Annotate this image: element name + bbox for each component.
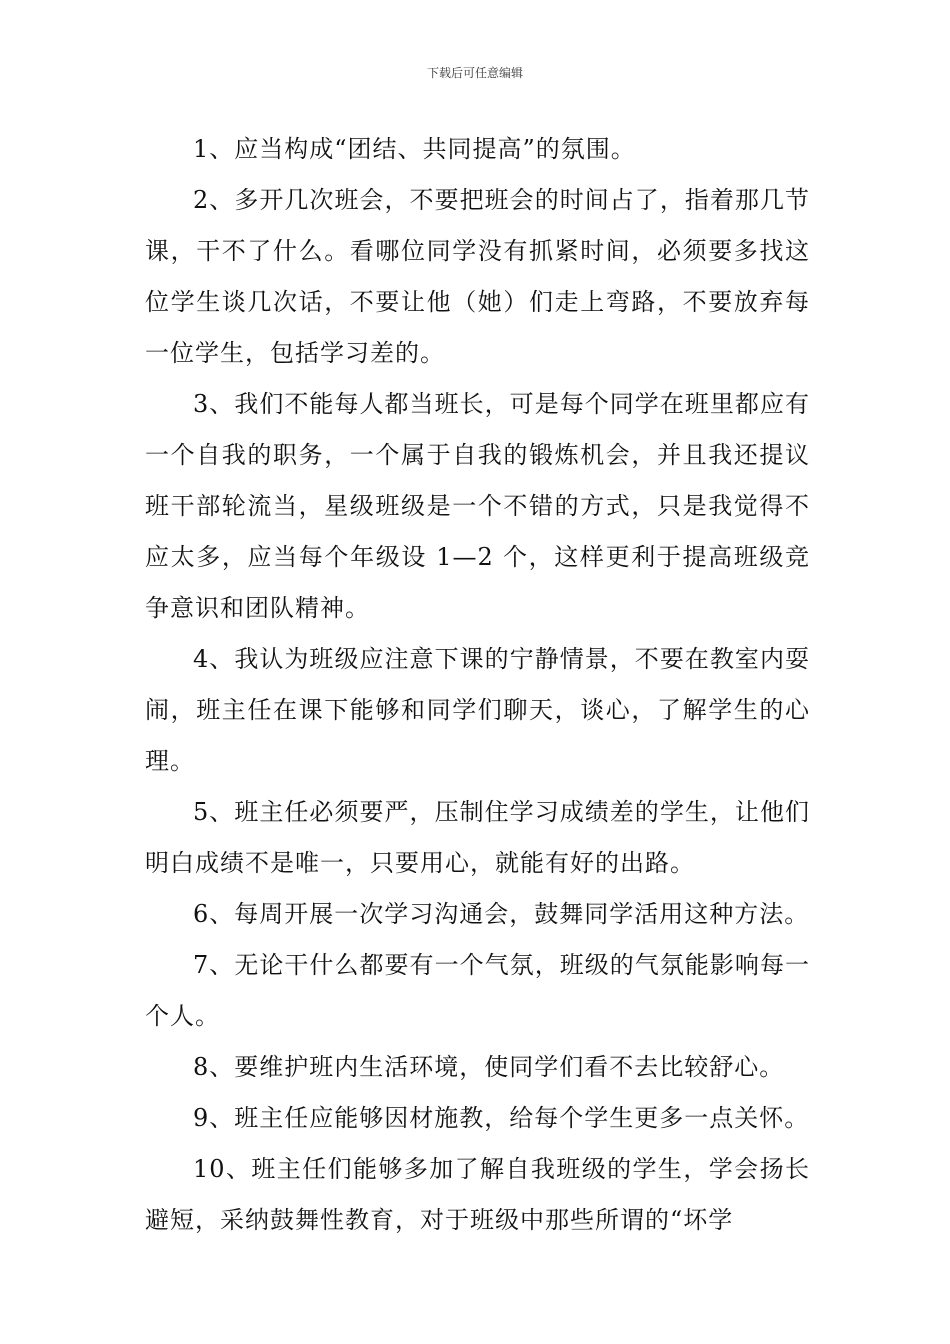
paragraph-2: 2、多开几次班会，不要把班会的时间占了，指着那几节课，干不了什么。看哪位同学没有抓紧时间，必须要多找这位学生谈几次话，不要让他（她）们走上弯路，不要放弃每一位学生，包括学习差的。 (145, 186, 810, 367)
page-header: 下载后可任意编辑 (426, 66, 523, 80)
paragraph-4: 4、我认为班级应注意下课的宁静情景，不要在教室内耍闹，班主任在课下能够和同学们聊天，谈心，了解学生的心理。 (145, 645, 810, 775)
paragraph-9: 9、班主任应能够因材施教，给每个学生更多一点关怀。 (193, 1104, 810, 1132)
paragraph-3: 3、我们不能每人都当班长，可是每个同学在班里都应有一个自我的职务，一个属于自我的锻炼机会，并且我还提议班干部轮流当，星级班级是一个不错的方式，只是我觉得不应太多，应当每个年级设 1—2 个，这样更利于提高班级竞争意识和团队精神。 (145, 390, 810, 622)
paragraph-8: 8、要维护班内生活环境，使同学们看不去比较舒心。 (193, 1053, 785, 1081)
paragraph-6: 6、每周开展一次学习沟通会，鼓舞同学活用这种方法。 (193, 900, 810, 928)
paragraph-1: 1、应当构成“团结、共同提高”的氛围。 (193, 135, 636, 163)
document-body (145, 124, 810, 1246)
paragraph-7: 7、无论干什么都要有一个气氛，班级的气氛能影响每一个人。 (145, 951, 810, 1030)
paragraph-5: 5、班主任必须要严，压制住学习成绩差的学生，让他们明白成绩不是唯一，只要用心，就能有好的出路。 (145, 798, 810, 877)
paragraph-10: 10、班主任们能够多加了解自我班级的学生，学会扬长避短，采纳鼓舞性教育，对于班级中那些所谓的“坏学 (145, 1155, 810, 1234)
